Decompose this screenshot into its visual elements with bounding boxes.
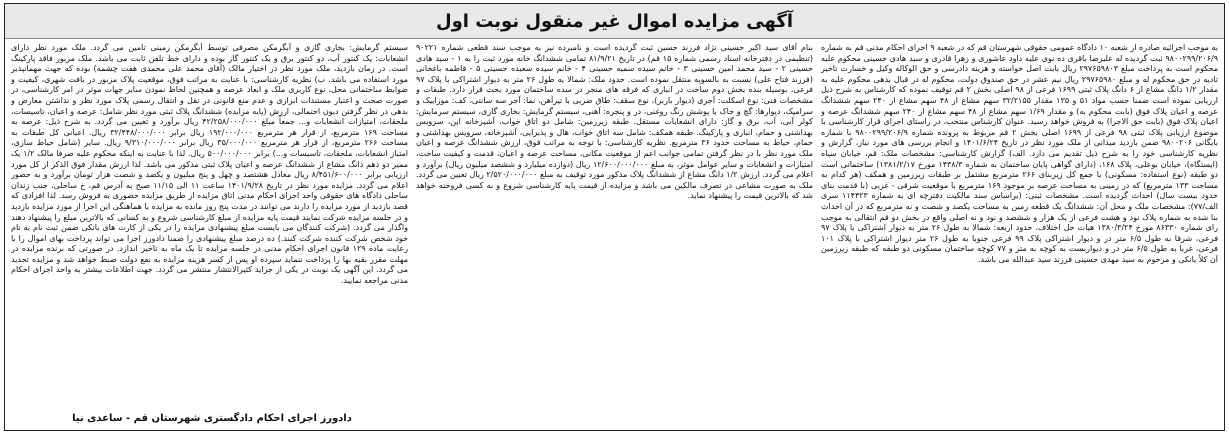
notice-columns: [11, 43, 1218, 405]
notice-paragraph: سیستم گرمایش: بخاری گازی و آبگرمکن مصرفی توسط آبگرمکن زمینی تامین می گردد. ملک مورد نظر دارای انشعابات: یک کنتور آب، دو کنتور برق و یک کنتور گاز بوده و دارای خط تلفن ثابت می باشد. ملک مزبور فاقد پارکینگ است. در زمان بازدید، ملک مورد نظر در اختیار مالک (آقای محمد علی محمدی هفت چشمه) بوده که جهت مهمانپذیر مورد استفاده می باشد. ب) نظریه کارشناسی: با عنایت به مراتب فوق، موقعیت پلاک مزبور در بافت شهری، کیفیت و ضوابط ساختمانی محل، نوع کاربری ملک و ابعاد عرصه و همچنین لحاظ نمودن سایر جهات موثر در امر کارشناسی، در صورت صحت و اعتبار مستندات ابرازی و عدم منع قانونی در نقل و انتقال رسمی پلاک مورد نظر و نداشتن معارض و بدهی در نظر گرفتن دیون احتمالی، ارزش (پایه مزایده) ششدانگ پلاک ثبتی مورد نظر شامل: عرصه و اعیان، تاسیسات، ملحقات، امتیازات انشعابات و... جمعاً مبلغ ۴۲/۲۵۸/۰۰۰/۰۰۰ ریال برآورد و تعیین می گردد. به شرح ذیل: عرصه به مساحت ۱۶۹ مترمربع، از قرار هر مترمربع ۱۹۲/۰۰۰/۰۰۰ ریال برابر ۳۲/۴۴۸/۰۰۰/۰۰۰ ریال. اعیانی کل طبقات به مساحت ۲۶۶ مترمربع، از قرار هر مترمربع ۳۵/۰۰۰/۰۰۰ ریال برابر ۹/۳۱۰/۰۰۰/۰۰۰ ریال. سایر (شامل حیاط سازی، امتیاز انشعابات، ملحقات، تاسیسات و...) برابر ۵۰۰/۰۰۰/۰۰۰ ریال. لذا با عنایت به اینکه محکوم علیه صرفا مالک ۱/۲ یک ممیز دو دهم دانگ مشاع از ششدانگ عرصه و اعیان پلاک ثبتی مذکور می باشد. لذا ارزش مقدار فوق الذکر از کل مورد ارزیابی برابر ۸/۴۵۱/۶۰۰/۰۰۰ ریال معادل هشتصد و چهل و پنج میلیون و یکصد و شصت هزار تومان برآورد و به حضور اعلام می گردد. مزایده مورد نظر در تاریخ ۱۴۰۱/۹/۲۸ ساعت ۱۱ الی ۱۱/۱۵ صبح به آدرس قم، خ ساحلی، جنب زندان ساحلی دادگاه های حقوقی واحد اجرای احکام مدنی اتاق مزایده از طریق مزایده حضوری به فروش رسد. لذا افرادی که قصد بازدید از مورد مزایده را دارند می توانند در مدت پنج روز مانده به مزایده با هماهنگی این اجرا از مورد مزایده بازدید و در جلسه مزایده شرکت نمایند قیمت پایه مزایده از مبلغ کارشناسی شروع و به کسانی که بالاترین مبلغ را پیشنهاد دهند واگذار می گردد. (شرکت کنندگان می بایست مبلغ پیشنهادی مزایده را در یکی از کارت های بانکی ضمن ثبت نام به نام خود شخص شرکت کننده شرکت کنند.) ده درصد مبلغ پیشنهادی را ضمنا دادورز اجرا می تواند پرداخت بهای اموال را با رعایت ماده ۱۲۹ قانون اجرای احکام مدنی در جلسه مزایده تا یک ماه به تاخیر اندازد. در صورتی که برنده مزایده در مهلت مقرر بقیه بها را پرداخت ننماید سپرده او پس از کسر هزینه مزایده به نفع دولت ضبط خواهد شد و مزایده تجدید می گردد. این آگهی یک نوبت در یکی از جراید کثیرالانتشار منتشر می گردد. جهت اطلاعات بیشتر به واحد اجرای احکام مدنی مراجعه نمایید.: [11, 43, 408, 286]
notice-column-right: [821, 43, 1218, 405]
notice-header: [5, 4, 1224, 39]
notice-page: [4, 3, 1225, 431]
notice-title: آگهی مزایده اموال غیر منقول نوبت اول: [435, 10, 794, 32]
notice-signature: دادورز اجرای احکام دادگستری شهرستان قم - ساعدی نیا: [72, 413, 352, 424]
notice-paragraph: به موجب اجرائیه صادره از شعبه ۱۰ دادگاه عمومی حقوقی شهرستان قم که در شعبه ۹ اجرای احکام مدنی قم به شماره ۹۸۰۰۲۹۹/۲۰۶/۹ ثبت گردیده له علیرضا باقری ده نوی علیه داود عاشوری و زهرا قادری و سید هادی حسینی محکوم علیه محکوم است به پرداخت مبلغ ۲۹۷۶۵۹۸۰۳ ریال بابت اصل خواسته و هزینه دادرسی و حق الوکاله وکیل و خسارت تاخیر تادیه در حق محکوم له و مبلغ ۲۹۷۶۵۹۸۰ ریال نیم عشر در حق صندوق دولت، محکوم له در قبال بدهی محکوم علیه به مقدار ۱/۲ دانگ مشاع از ۶ دانگ پلاک ثبتی ۱۶۹۹ فرعی از ۹۸ اصلی بخش ۲ قم توقیف نموده که کارشناس به شرح ذیل ارزیابی نموده است ضمنا حسب مواد ۵۱ و ۱۳۵ مقدار ۳۲/۲۱۵۵ سهم مشاع از ۴۸ سهم مشاع از ۲۴۰ سهم ششدانگ عرصه و اعیان پلاک فوق (بابت محکوم به) و مقدار ۱/۶۹ سهم مشاع از ۴۸ سهم مشاع از ۲۴۰ سهم ششدانگ عرصه و اعیان پلاک فوق (بابت حق الاجرا) به فروش خواهد رسید. عنوان کارشناس منتخب، در راستای اجرای قرار کارشناسی با موضوع ارزیابی پلاک ثبتی ۹۸ فرعی از ۱۶۹۹ اصلی بخش ۲ قم مربوط به پرونده شماره ۹۸۰۰۲۹۹/۲۰۶/۹ با شماره بایگانی ۹۸۰۰۲۰۶ ضمن بازدید میدانی از ملک مورد نظر در تاریخ ۱۴۰۱/۶/۲۴ و انجام بررسی های مورد نیاز، گزارش و نظریه کارشناسی خود را به شرح ذیل تقدیم می دارد. الف) گزارش کارشناسی: مشخصات ملک: قم، خیابان سیاه (ایستگاه)، خیابان بوعلی، پلاک ۱۶۸، (دارای گواهی پایان ساختمان به شماره ۱۴۳۸/۳ مورخ ۱۳۸۱/۲/۱۷) ساختمانی است دو طبقه (نوع استفاده: مسکونی) با جمع کل زیربنای ۲۶۶ مترمربع مشتمل بر طبقات زیرزمین و همکف (هر کدام به مساحت ۱۳۳ مترمربع) که در زمینی به مساحت عرصه بر موجود ۱۶۹ مترمربع با موقعیت شرقی - غربی (با قدمت بنای حدود بیست سال) احداث گردیده است. مشخصات ثبتی: (براساس سند مالکیت دفترچه ای به شماره ۱۱۴۴۲۳ سری الف/۷۷): مشخصات ملک و محل آن: ششدانگ یک قطعه زمین به مساحت یکصد و شصت و نه مترمربع که در آن احداث بنا شده به شماره پلاک نود و هشت فرعی از یک هزار و ششصد و نود و نه اصلی واقع در بخش دو قم انتقالی به موجب رای شماره ۸۶۳۳۰ مورخ ۱۳۸۰/۳/۲۴ هیات حل اختلاف. حدود اربعه: شمالا به طول ۲۶ متر به دیوار اشتراکی با پلاک ۹۷ فرعی، شرقا به طول ۶/۵ متر در و دیوار اشتراکی پلاک ۹۹ فرعی جنوبا به طول ۲۶ متر دیوار اشتراکی با پلاک ۱۰۱ فرعی، غربا به طول ۶/۵ متر در و دیواربست به کوچه به متر و ۷۷ کوچه ساختمان مسکونی دو طبقه که طبقه زیرزمین آن کلاً بانکی و مرحوم به سید مهدی حسینی فرزند سید عبدالله می باشد.: [821, 43, 1218, 264]
notice-paragraph: بنام آقای سید اکبر حسینی نژاد فرزند حسین ثبت گردیده است و نامبرده نیز به موجب سند قطعی شماره ۹۰۲۲۱ (تنظیمی در دفترخانه اسناد رسمی شماره ۱۵ قم) در تاریخ ۸۱/۹/۲۱ تمامی ششدانگ خانه مورد ثبت را به ۱ - سید هادی حسینی ۲ - سید محمد امین حسینی ۳ - خانم سیده سمیه حسینی ۴ - خانم سیده سعیده حسینی ۵ - فاطمه باغخانی (فرزند فتاح علی) نسبت به بالسویه منتقل نموده است. حدود ملک: شمالا به طول ۲۶ متر به دیوار اشتراکی با پلاک ۹۷ فرعی، بوسیله بنده بخش دوم ساخت در انباری که فرقه های منجر در سده ساختمان مورد بحث قرار دارد. طبقات و مشخصات فنی: نوع اسکلت: آجری (دیوار باربر)، نوع سقف: طاق ضربی با تیرآهن، نما: آجر سه سانتی، کف: موزاییک و سرامیک، دیوارها: گچ و خاک با پوشش رنگ روغنی، در و پنجره: آهنی، سیستم گرمایش: بخاری گازی، سیستم سرمایش: کولر آبی، آب، برق و گاز: دارای انشعابات مستقل. طبقه زیرزمین: شامل دو اتاق خواب، آشپزخانه اپن، سرویس بهداشتی و حمام، انباری و پارکینگ. طبقه همکف: شامل سه اتاق خواب، هال و پذیرایی، آشپزخانه، سرویس بهداشتی و حمام، حیاط به مساحت حدود ۳۶ مترمربع. نظریه کارشناسی: با توجه به مراتب فوق، ارزش ششدانگ عرصه و اعیان ملک مورد نظر با در نظر گرفتن تمامی جوانب اعم از موقعیت مکانی، مساحت عرصه و اعیان، قدمت و کیفیت ساخت، امتیازات و انشعابات و سایر عوامل موثر، به مبلغ ۱۲/۶۰۰/۰۰۰/۰۰۰ ریال (دوازده میلیارد و ششصد میلیون ریال) برآورد و اعلام می گردد. ارزش ۱/۲ دانگ مشاع از ششدانگ پلاک مذکور مورد توقیف به مبلغ ۲/۵۲۰/۰۰۰/۰۰۰ ریال تعیین می گردد. ملک به صورت مشاعی در تصرف مالکین می باشد و مزایده از قیمت پایه کارشناسی شروع و به کسی فروخته خواهد شد که بالاترین قیمت را پیشنهاد نماید.: [416, 43, 813, 201]
notice-column-middle: [416, 43, 813, 405]
notice-column-left: [11, 43, 408, 405]
